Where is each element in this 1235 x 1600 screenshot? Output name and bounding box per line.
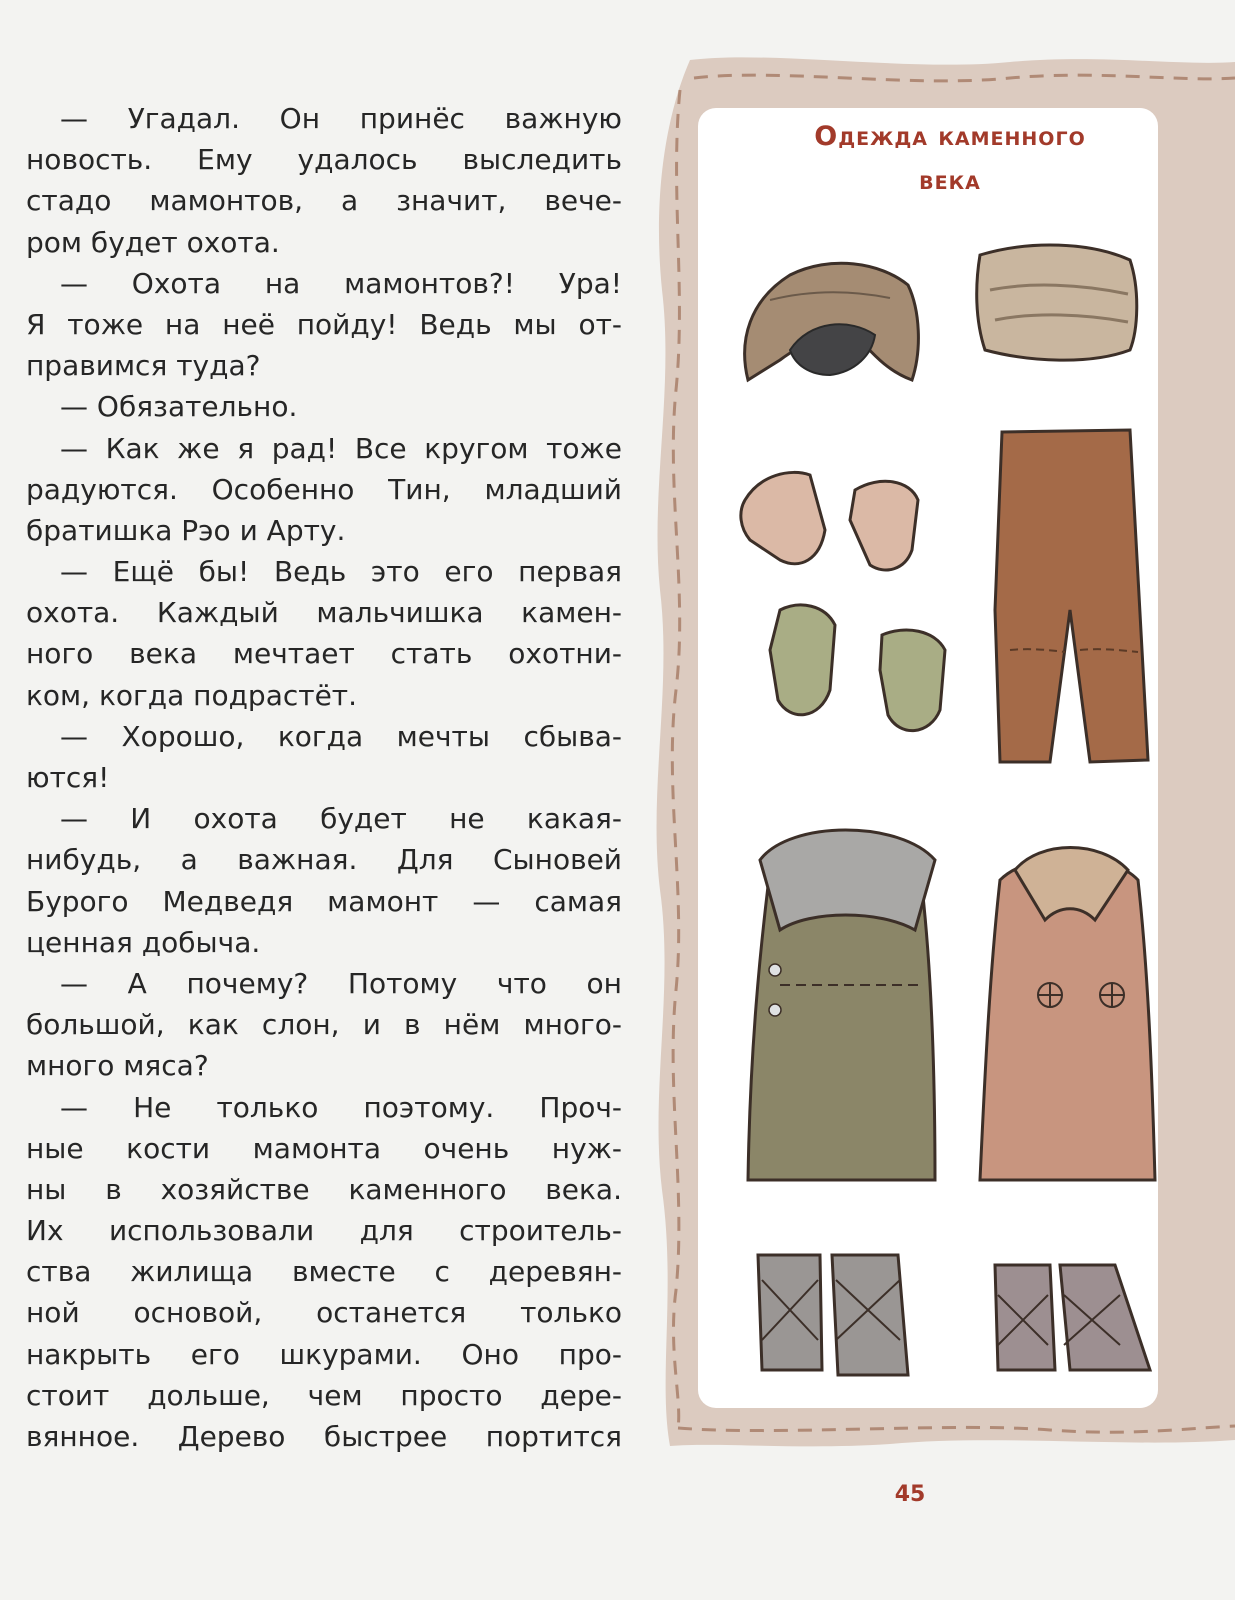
sidebar-title xyxy=(720,115,1180,203)
story-line: ются! xyxy=(26,761,110,794)
story-line: — А почему? Потому что он xyxy=(60,966,622,1000)
story-line: ного века мечтает стать охотни- xyxy=(26,637,622,671)
story-line: — Не только поэтому. Проч- xyxy=(60,1090,622,1124)
story-line: радуются. Особенно Тин, младший xyxy=(26,472,622,506)
story-line: ром будет охота. xyxy=(26,225,280,259)
story-line: — И охота будет не какая- xyxy=(60,802,622,836)
story-line: Их использовали для строитель- xyxy=(26,1214,622,1248)
story-line: охота. Каждый мальчишка камен- xyxy=(26,596,622,630)
pink-coat-illustration xyxy=(980,848,1155,1181)
story-line: большой, как слон, и в нём много- xyxy=(26,1008,622,1042)
story-line: — Охота на мамонтов?! Ура! xyxy=(60,266,622,300)
sidebar-title-line: века xyxy=(919,165,981,196)
story-line: Я тоже на неё пойду! Ведь мы от- xyxy=(26,307,622,341)
story-line: накрыть его шкурами. Оно про- xyxy=(26,1337,622,1371)
story-line: братишка Рэо и Арту. xyxy=(26,513,346,547)
story-line: Бурого Медведя мамонт — самая xyxy=(26,884,622,918)
story-line: ные кости мамонта очень нуж- xyxy=(26,1131,622,1165)
story-line: новость. Ему удалось выследить xyxy=(26,143,622,177)
story-line: — Хорошо, когда мечты сбыва- xyxy=(60,719,622,753)
story-line: правимся туда? xyxy=(26,349,261,383)
green-fur-coat-illustration xyxy=(748,830,935,1180)
story-line: — Ещё бы! Ведь это его первая xyxy=(60,555,622,589)
story-line: стадо мамонтов, а значит, вече- xyxy=(26,184,622,218)
story-line: много мяса? xyxy=(26,1049,209,1083)
sidebar-title-line: Одежда каменного xyxy=(814,121,1086,152)
story-line: ной основой, останется только xyxy=(26,1296,622,1330)
story-line: стоит дольше, чем просто дере- xyxy=(26,1378,622,1412)
story-text xyxy=(26,98,622,1457)
story-line: — Обязательно. xyxy=(60,390,298,424)
story-line: ценная добыча. xyxy=(26,925,261,959)
story-line: вянное. Дерево быстрее портится xyxy=(26,1420,622,1453)
story-line: ны в хозяйстве каменного века. xyxy=(26,1172,622,1206)
story-line: ком, когда подрастёт. xyxy=(26,678,358,712)
story-line: — Как же я рад! Все кругом тоже xyxy=(60,431,622,465)
fur-roll-illustration xyxy=(977,245,1137,360)
sidebar-frame xyxy=(650,50,1235,1450)
story-line: нибудь, а важная. Для Сыновей xyxy=(26,843,622,877)
page-number: 45 xyxy=(894,1482,926,1507)
story-line: ства жилища вместе с деревян- xyxy=(26,1255,622,1289)
story-line: — Угадал. Он принёс важную xyxy=(60,102,622,135)
